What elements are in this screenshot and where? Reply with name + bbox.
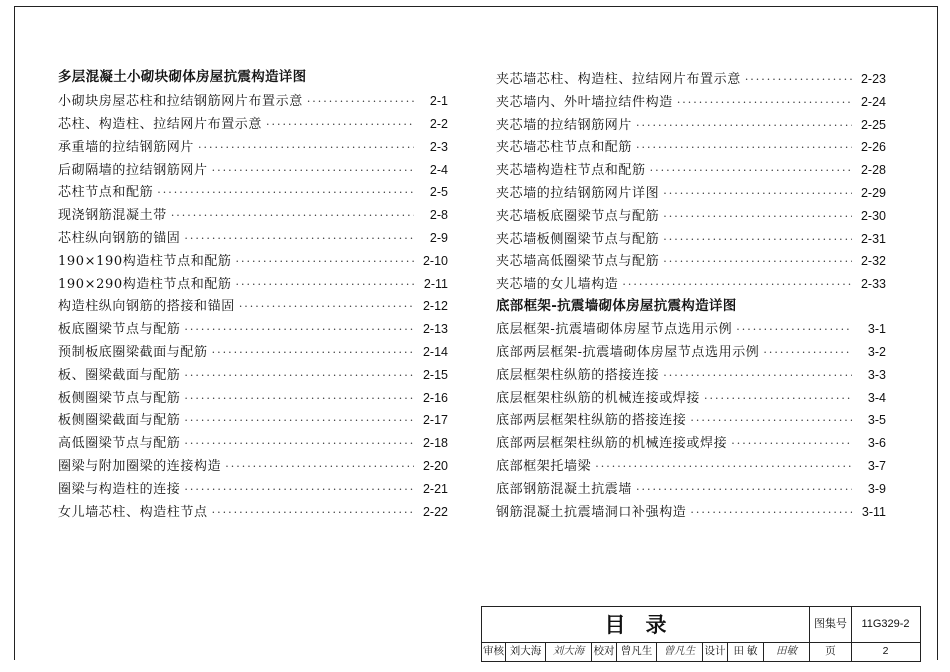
toc-leader-dots — [236, 274, 414, 297]
toc-entry-title: 钢筋混凝土抗震墙洞口补强构造 — [496, 504, 687, 520]
page-number: 2 — [882, 645, 889, 657]
toc-entry — [496, 318, 886, 341]
toc-entry-title: 夹芯墙高低圈梁节点与配筋 — [496, 254, 660, 270]
toc-entry-title: 夹芯墙板底圈梁节点与配筋 — [496, 208, 660, 224]
toc-entry-page: 2-5 — [429, 185, 448, 200]
toc-entry-title: 芯柱节点和配筋 — [58, 185, 154, 201]
toc-entry — [58, 432, 448, 455]
toc-leader-dots — [636, 479, 852, 502]
toc-entry — [496, 341, 886, 364]
toc-entry-page: 2-11 — [423, 276, 448, 291]
toc-entry-page: 2-16 — [422, 390, 448, 405]
toc-entry — [58, 318, 448, 341]
toc-entry-page: 3-7 — [867, 458, 886, 473]
toc-entry-title: 190×290构造柱节点和配筋 — [58, 276, 232, 292]
toc-leader-dots — [690, 410, 852, 433]
toc-entry-title: 后砌隔墙的拉结钢筋网片 — [58, 162, 208, 178]
toc-entry-page: 2-14 — [422, 344, 448, 359]
designer-signature: 田敏 — [764, 642, 810, 661]
toc-entry — [58, 227, 448, 250]
toc-entry-title: 圈梁与构造柱的连接 — [58, 481, 181, 497]
toc-entry-title: 板、圈梁截面与配筋 — [58, 367, 181, 383]
toc-entry-title: 圈梁与附加圈梁的连接构造 — [58, 458, 222, 474]
toc-entry-page: 2-29 — [860, 185, 886, 200]
toc-entry-title: 夹芯墙芯柱、构造柱、拉结网片布置示意 — [496, 72, 741, 87]
toc-entry-title: 底层框架柱纵筋的搭接连接 — [496, 367, 660, 383]
toc-entry-title: 构造柱纵向钢筋的搭接和锚固 — [58, 299, 235, 315]
toc-entry-title: 190×190构造柱节点和配筋 — [58, 253, 232, 269]
toc-leader-dots — [184, 479, 414, 502]
toc-leader-dots — [663, 365, 852, 388]
toc-entry-page: 2-21 — [422, 481, 448, 496]
toc-entry-page: 2-15 — [422, 367, 448, 382]
toc-entry-page: 2-18 — [422, 436, 448, 451]
toc-entry — [58, 387, 448, 410]
toc-entry — [496, 91, 886, 114]
toc-entry — [58, 90, 448, 113]
title-block-row-signatures — [482, 642, 920, 661]
toc-entry-title: 底部钢筋混凝土抗震墙 — [496, 481, 633, 497]
checker-signature: 曾凡生 — [657, 642, 703, 661]
toc-leader-dots — [236, 251, 414, 274]
check-label: 校对 — [592, 642, 617, 661]
toc-entry-page: 2-3 — [429, 139, 448, 154]
toc-entry-page: 3-11 — [861, 504, 886, 519]
toc-entry-title: 板侧圈梁截面与配筋 — [58, 413, 181, 429]
toc-leader-dots — [636, 115, 852, 138]
toc-entry — [58, 113, 448, 136]
toc-leader-dots — [184, 365, 414, 388]
toc-leader-dots — [704, 388, 852, 411]
toc-entry-page: 2-17 — [422, 413, 448, 428]
toc-entry-title: 夹芯墙板侧圈梁节点与配筋 — [496, 231, 660, 247]
toc-left-column — [58, 66, 448, 523]
toc-leader-dots — [212, 502, 414, 525]
toc-entry-title: 现浇钢筋混凝土带 — [58, 208, 167, 224]
toc-entry — [496, 68, 886, 91]
toc-entry-page: 2-12 — [422, 299, 448, 314]
toc-entry-title: 夹芯墙的拉结钢筋网片 — [496, 117, 633, 133]
toc-leader-dots — [184, 388, 414, 411]
toc-entry — [58, 295, 448, 318]
toc-entry — [58, 273, 448, 296]
toc-leader-dots — [184, 228, 414, 251]
toc-entry-list — [58, 90, 448, 523]
toc-entry — [496, 501, 886, 524]
toc-entry-title: 预制板底圈梁截面与配筋 — [58, 344, 208, 360]
toc-entry — [58, 364, 448, 387]
title-block — [481, 606, 921, 662]
toc-entry-page: 2-22 — [422, 504, 448, 519]
toc-entry — [496, 387, 886, 410]
toc-entry — [58, 159, 448, 182]
toc-entry-title: 夹芯墙芯柱节点和配筋 — [496, 140, 633, 156]
section-title-bottom-frame: 底部框架-抗震墙砌体房屋抗震构造详图 — [496, 297, 737, 314]
toc-entry-page: 2-25 — [860, 117, 886, 132]
atlas-number-label: 图集号 — [810, 607, 852, 642]
toc-leader-dots — [212, 160, 414, 183]
toc-entry-title: 高低圈梁节点与配筋 — [58, 436, 181, 452]
toc-entry-page: 3-5 — [867, 413, 886, 428]
toc-leader-dots — [184, 319, 414, 342]
section-title-masonry-block: 多层混凝土小砌块砌体房屋抗震构造详图 — [58, 69, 307, 85]
toc-entry-page: 2-23 — [860, 72, 886, 86]
review-label: 审核 — [482, 642, 506, 661]
toc-entry — [496, 114, 886, 137]
toc-entry — [58, 341, 448, 364]
toc-entry — [58, 409, 448, 432]
toc-entry-title: 夹芯墙内、外叶墙拉结件构造 — [496, 94, 673, 110]
toc-entry — [58, 204, 448, 227]
toc-entry-title: 底部框架托墙梁 — [496, 458, 592, 474]
toc-entry-list — [496, 68, 886, 296]
toc-entry — [496, 409, 886, 432]
toc-leader-dots — [663, 206, 852, 229]
toc-entry-page: 3-9 — [867, 481, 886, 496]
toc-entry — [496, 455, 886, 478]
atlas-number: 11G329-2 — [861, 618, 910, 630]
toc-entry-page: 2-2 — [429, 116, 448, 131]
toc-leader-dots — [636, 137, 852, 160]
toc-leader-dots — [663, 183, 852, 206]
drawing-title: 目录 — [482, 607, 810, 642]
toc-entry-title: 底部两层框架-抗震墙砌体房屋节点选用示例 — [496, 344, 760, 360]
toc-leader-dots — [731, 433, 852, 456]
toc-entry-page: 2-24 — [860, 94, 886, 109]
toc-leader-dots — [736, 319, 852, 342]
toc-leader-dots — [677, 92, 852, 115]
toc-entry-page: 3-1 — [867, 322, 886, 337]
toc-entry-page: 2-20 — [422, 458, 448, 473]
toc-entry — [58, 136, 448, 159]
toc-entry-page: 2-32 — [860, 254, 886, 269]
toc-entry — [496, 182, 886, 205]
toc-leader-dots — [307, 91, 414, 114]
toc-entry-list — [496, 318, 886, 523]
toc-entry — [58, 250, 448, 273]
toc-leader-dots — [663, 229, 852, 252]
toc-entry — [496, 205, 886, 228]
toc-entry-title: 底部两层框架柱纵筋的机械连接或焊接 — [496, 436, 728, 452]
toc-entry — [496, 228, 886, 251]
toc-entry-title: 底层框架-抗震墙砌体房屋节点选用示例 — [496, 322, 733, 338]
toc-entry-page: 2-30 — [860, 208, 886, 223]
toc-entry-page: 3-3 — [867, 367, 886, 382]
toc-entry — [496, 432, 886, 455]
toc-entry-page: 2-31 — [860, 231, 886, 246]
toc-entry — [496, 159, 886, 182]
toc-entry — [496, 364, 886, 387]
toc-leader-dots — [595, 456, 852, 479]
toc-entry-page: 3-4 — [867, 390, 886, 405]
toc-leader-dots — [650, 160, 852, 183]
toc-leader-dots — [266, 114, 414, 137]
toc-leader-dots — [745, 69, 852, 92]
toc-entry — [58, 478, 448, 501]
toc-entry — [496, 136, 886, 159]
toc-entry-page: 2-9 — [429, 230, 448, 245]
toc-leader-dots — [622, 274, 852, 297]
reviewer-signature: 刘大海 — [546, 642, 592, 661]
toc-entry-title: 芯柱纵向钢筋的锚固 — [58, 230, 181, 246]
toc-entry-title: 底部两层框架柱纵筋的搭接连接 — [496, 413, 687, 429]
toc-entry-page: 2-4 — [429, 162, 448, 177]
toc-entry-title: 芯柱、构造柱、拉结网片布置示意 — [58, 116, 263, 132]
toc-entry-title: 女儿墙芯柱、构造柱节点 — [58, 504, 208, 520]
toc-entry — [58, 455, 448, 478]
toc-entry-page: 2-26 — [860, 140, 886, 155]
toc-leader-dots — [157, 182, 414, 205]
toc-entry-page: 2-33 — [860, 277, 886, 292]
toc-entry-title: 夹芯墙的拉结钢筋网片详图 — [496, 185, 660, 201]
toc-entry-title: 板侧圈梁节点与配筋 — [58, 390, 181, 406]
toc-leader-dots — [212, 342, 414, 365]
toc-entry-title: 板底圈梁节点与配筋 — [58, 322, 181, 338]
toc-entry-title: 小砌块房屋芯柱和拉结钢筋网片布置示意 — [58, 94, 303, 110]
toc-entry-page: 2-8 — [429, 208, 448, 223]
toc-leader-dots — [239, 296, 414, 319]
toc-entry-page: 2-10 — [422, 253, 448, 268]
page-label: 页 — [810, 642, 852, 661]
design-label: 设计 — [703, 642, 728, 661]
toc-entry-page: 2-13 — [422, 322, 448, 337]
toc-leader-dots — [225, 456, 414, 479]
toc-entry-page: 2-28 — [860, 163, 886, 178]
toc-entry-page: 3-2 — [867, 344, 886, 359]
toc-leader-dots — [184, 410, 414, 433]
toc-leader-dots — [184, 433, 414, 456]
toc-entry-page: 3-6 — [867, 436, 886, 451]
toc-leader-dots — [690, 502, 852, 525]
toc-entry-title: 底层框架柱纵筋的机械连接或焊接 — [496, 390, 701, 406]
toc-leader-dots — [663, 251, 852, 274]
toc-entry-title: 夹芯墙的女儿墙构造 — [496, 277, 619, 293]
toc-leader-dots — [198, 137, 414, 160]
title-block-row-top — [482, 607, 920, 643]
toc-entry-title: 承重墙的拉结钢筋网片 — [58, 139, 195, 155]
toc-leader-dots — [763, 342, 852, 365]
toc-entry-page: 2-1 — [429, 94, 448, 109]
toc-entry — [496, 273, 886, 296]
reviewer-name: 刘大海 — [506, 642, 546, 661]
toc-entry — [58, 181, 448, 204]
checker-name: 曾凡生 — [617, 642, 657, 661]
toc-entry — [58, 501, 448, 524]
toc-entry — [496, 250, 886, 273]
toc-entry-title: 夹芯墙构造柱节点和配筋 — [496, 163, 646, 179]
toc-entry — [496, 478, 886, 501]
toc-right-column — [496, 68, 886, 523]
toc-leader-dots — [171, 205, 414, 228]
designer-name: 田 敏 — [728, 642, 764, 661]
